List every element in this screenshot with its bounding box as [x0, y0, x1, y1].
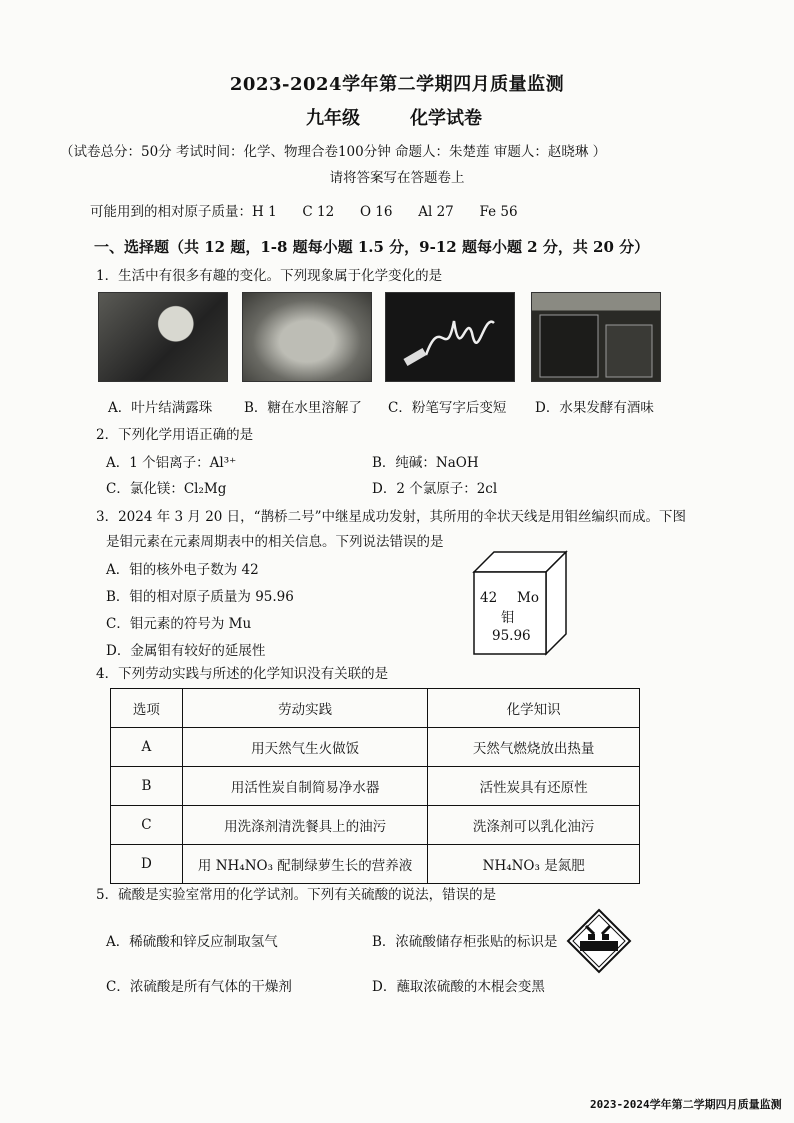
q1-option-b: B．糖在水里溶解了	[244, 400, 362, 416]
q1-image-leaf-dew	[98, 292, 228, 382]
q2-option-b: B．纯碱：NaOH	[372, 455, 479, 471]
table-row	[111, 767, 640, 806]
q2-option-a: A．1 个铝离子：Al³⁺	[106, 455, 237, 471]
jars-icon	[532, 293, 660, 381]
q4-stem: 4．下列劳动实践与所述的化学知识没有关联的是	[96, 666, 389, 682]
q3-stem-line1: 3．2024 年 3 月 20 日，“鹊桥二号”中继星成功发射，其所用的伞状天线是用钼丝编织而成。下图	[96, 509, 686, 525]
table-header: 选项	[111, 689, 183, 728]
table-header-row	[111, 689, 640, 728]
table-cell: 洗涤剂可以乳化油污	[428, 806, 640, 845]
q1-image-sugar-dissolve	[242, 292, 372, 382]
answer-instruction: 请将答案写在答题卷上	[329, 170, 465, 186]
table-cell: NH₄NO₃ 是氮肥	[428, 845, 640, 884]
table-row	[111, 728, 640, 767]
element-name: 钼	[501, 610, 515, 626]
table-cell: 活性炭具有还原性	[428, 767, 640, 806]
table-header: 化学知识	[428, 689, 640, 728]
element-number: 42	[480, 590, 498, 606]
q3-option-a: A．钼的核外电子数为 42	[106, 562, 259, 578]
table-row	[111, 806, 640, 845]
element-symbol: Mo	[517, 590, 539, 606]
table-cell: C	[111, 806, 183, 845]
q2-option-d: D．2 个氯原子：2cl	[372, 481, 498, 497]
q3-option-d: D．金属钼有较好的延展性	[106, 643, 266, 659]
q5-option-a: A．稀硫酸和锌反应制取氢气	[106, 934, 278, 950]
q1-option-c: C．粉笔写字后变短	[388, 400, 507, 416]
q5-option-b: B．浓硫酸储存柜张贴的标识是	[372, 934, 558, 950]
table-cell: B	[111, 767, 183, 806]
atomic-masses: 可能用到的相对原子质量：H 1 C 12 O 16 Al 27 Fe 56	[90, 204, 518, 220]
section-heading: 一、选择题（共 12 题，1-8 题每小题 1.5 分，9-12 题每小题 2 分，共 20 分）	[94, 238, 650, 256]
q5-option-d: D．蘸取浓硫酸的木棍会变黑	[372, 979, 545, 995]
q3-stem-line2: 是钼元素在元素周期表中的相关信息。下列说法错误的是	[106, 534, 444, 550]
exam-info: （试卷总分：50分 考试时间：化学、物理合卷100分钟 命题人：朱楚莲 审题人：赵晓琳 ）	[60, 144, 607, 160]
subject-label: 化学试卷	[410, 108, 482, 129]
element-mass: 95.96	[492, 628, 531, 644]
q1-stem: 1．生活中有很多有趣的变化。下列现象属于化学变化的是	[96, 268, 443, 284]
table-cell: 天然气燃烧放出热量	[428, 728, 640, 767]
table-row	[111, 845, 640, 884]
q2-stem: 2．下列化学用语正确的是	[96, 427, 254, 443]
q2-option-c: C．氯化镁：Cl₂Mg	[106, 481, 227, 497]
table-cell: 用 NH₄NO₃ 配制绿萝生长的营养液	[182, 845, 428, 884]
table-header: 劳动实践	[182, 689, 428, 728]
page-title: 2023-2024学年第二学期四月质量监测	[229, 74, 565, 95]
chalk-scribble-icon	[386, 293, 514, 381]
q3-option-b: B．钼的相对原子质量为 95.96	[106, 589, 294, 605]
table-cell: 用活性炭自制简易净水器	[182, 767, 428, 806]
q1-image-fruit-wine	[531, 292, 661, 382]
q3-option-c: C．钼元素的符号为 Mu	[106, 616, 252, 632]
table-cell: D	[111, 845, 183, 884]
grade-label: 九年级	[306, 108, 360, 129]
q5-option-c: C．浓硫酸是所有气体的干燥剂	[106, 979, 292, 995]
table-cell: 用洗涤剂清洗餐具上的油污	[182, 806, 428, 845]
corrosive-hazard-icon	[566, 908, 632, 974]
q1-option-a: A．叶片结满露珠	[108, 400, 213, 416]
table-cell: 用天然气生火做饭	[182, 728, 428, 767]
q4-table	[110, 688, 640, 884]
page-footer: 2023-2024学年第二学期四月质量监测	[590, 1098, 782, 1111]
table-cell: A	[111, 728, 183, 767]
q1-option-d: D．水果发酵有酒味	[535, 400, 654, 416]
q1-image-chalk	[385, 292, 515, 382]
q5-stem: 5．硫酸是实验室常用的化学试剂。下列有关硫酸的说法，错误的是	[96, 887, 497, 903]
